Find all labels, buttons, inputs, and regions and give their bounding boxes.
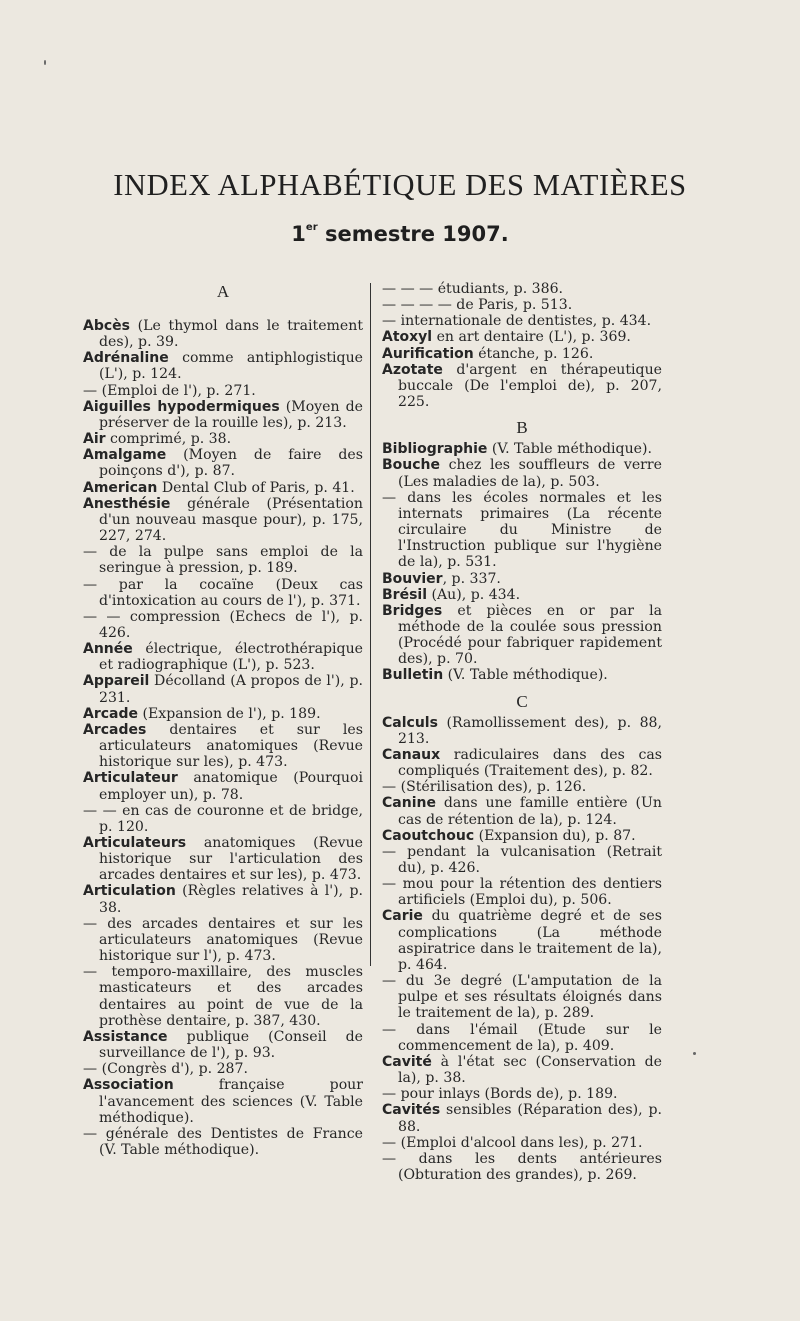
entry-heading: Bridges bbox=[382, 602, 443, 619]
index-entry bbox=[382, 490, 662, 571]
entry-heading: Arcade bbox=[83, 705, 139, 722]
index-entry bbox=[382, 908, 662, 973]
entry-text: (V. Table méthodique). bbox=[443, 667, 608, 684]
entry-heading: Brésil bbox=[382, 586, 428, 603]
entry-heading: Adrénaline bbox=[83, 350, 169, 367]
entry-text: — dans les écoles normales et les internats primaires (La récente circulaire du Ministre de l'Instruction publique sur l'hygiène de la), p. 531. bbox=[382, 489, 662, 571]
index-entry bbox=[83, 706, 363, 722]
entry-heading: Association bbox=[83, 1077, 174, 1094]
entry-text: comme antiphlogistique (L'), p. 124. bbox=[99, 350, 363, 383]
entry-heading: Canaux bbox=[382, 746, 441, 763]
index-entry bbox=[83, 318, 363, 350]
index-entry bbox=[83, 1126, 363, 1158]
entry-heading: Bouvier bbox=[382, 570, 443, 587]
entry-text: (V. Table méthodique). bbox=[487, 441, 652, 458]
entry-heading: Azotate bbox=[382, 361, 443, 378]
entry-text: dans une famille entière (Un cas de rétention de la), p. 124. bbox=[398, 795, 662, 828]
index-entry bbox=[382, 1022, 662, 1054]
index-entry bbox=[382, 795, 662, 827]
entry-text: — — en cas de couronne et de bridge, p. 120. bbox=[83, 802, 363, 835]
entry-text: — — — étudiants, p. 386. bbox=[382, 281, 564, 297]
subtitle-text: semestre 1907. bbox=[324, 222, 509, 246]
index-entry bbox=[83, 803, 363, 835]
entry-text: Dental Club of Paris, p. 41. bbox=[157, 479, 355, 496]
entry-text: Décolland (A propos de l'), p. 231. bbox=[99, 673, 363, 706]
index-column-right bbox=[382, 281, 662, 1183]
entry-text: (Expansion du), p. 87. bbox=[474, 827, 636, 844]
entry-text: (Règles relatives à l'), p. 38. bbox=[99, 883, 363, 916]
entry-heading: Carie bbox=[382, 908, 423, 925]
index-entry bbox=[382, 844, 662, 876]
index-entry bbox=[83, 722, 363, 770]
index-entry bbox=[83, 480, 363, 496]
entry-heading: Appareil bbox=[83, 673, 150, 690]
entry-text: — — — — de Paris, p. 513. bbox=[382, 297, 573, 314]
entry-text: — par la cocaïne (Deux cas d'intoxication au cours de l'), p. 371. bbox=[83, 576, 363, 609]
entry-text: (Le thymol dans le traitement des), p. 39. bbox=[99, 318, 363, 351]
entry-heading: Assistance bbox=[83, 1028, 168, 1045]
entry-text: française pour l'avancement des sciences (V. Table méthodique). bbox=[99, 1077, 363, 1126]
entry-text: chez les souffleurs de verre (Les maladies de la), p. 503. bbox=[398, 457, 662, 490]
index-entry bbox=[382, 281, 662, 297]
entry-text: (Moyen de faire des poinçons d'), p. 87. bbox=[99, 447, 363, 480]
index-entry bbox=[382, 747, 662, 779]
entry-text: — (Congrès d'), p. 287. bbox=[83, 1061, 248, 1078]
entry-text: — du 3e degré (L'amputation de la pulpe et ses résultats éloignés dans le traitement de la), p. 289. bbox=[382, 973, 662, 1022]
paper-speck bbox=[44, 60, 46, 65]
index-entry bbox=[382, 715, 662, 747]
index-entry bbox=[382, 297, 662, 313]
index-entry bbox=[382, 828, 662, 844]
index-entry bbox=[83, 1029, 363, 1061]
index-entry bbox=[83, 496, 363, 544]
entry-heading: Air bbox=[83, 431, 106, 448]
index-entry bbox=[382, 1054, 662, 1086]
entry-heading: Abcès bbox=[83, 318, 130, 334]
entry-text: en art dentaire (L'), p. 369. bbox=[432, 329, 631, 346]
subtitle-suffix: er bbox=[305, 222, 318, 233]
entry-text: anatomique (Pourquoi employer un), p. 78. bbox=[99, 770, 363, 803]
index-entry bbox=[83, 399, 363, 431]
entry-heading: Canine bbox=[382, 795, 436, 812]
entry-text: — temporo-maxillaire, des muscles masticateurs et des arcades dentaires au point de vue de la prothèse dentaire, p. 387, 430. bbox=[83, 964, 363, 1029]
index-entry bbox=[83, 916, 363, 964]
entry-text: d'argent en thérapeutique buccale (De l'emploi de), p. 207, 225. bbox=[398, 361, 662, 411]
index-entry bbox=[83, 544, 363, 576]
entry-text: — des arcades dentaires et sur les articulateurs anatomiques (Revue historique sur l'), p. 473. bbox=[83, 915, 363, 965]
index-entry bbox=[83, 673, 363, 705]
paper-speck bbox=[693, 1052, 696, 1055]
entry-heading: Aiguilles hypodermiques bbox=[83, 398, 280, 415]
entry-heading: Atoxyl bbox=[382, 329, 433, 346]
index-entry bbox=[83, 835, 363, 883]
index-entry bbox=[382, 973, 662, 1021]
entry-text: radiculaires dans des cas compliqués (Traitement des), p. 82. bbox=[398, 746, 662, 780]
entry-text: — dans l'émail (Etude sur le commencement de la), p. 409. bbox=[382, 1021, 662, 1054]
entry-text: (Au), p. 434. bbox=[427, 586, 521, 603]
index-entry bbox=[83, 383, 363, 399]
entry-text: étanche, p. 126. bbox=[473, 345, 594, 362]
entry-text: — générale des Dentistes de France (V. Table méthodique). bbox=[83, 1125, 363, 1158]
section-letter: B bbox=[516, 418, 528, 438]
index-entry bbox=[382, 457, 662, 489]
index-entry bbox=[382, 329, 662, 345]
index-entry bbox=[382, 362, 662, 410]
page-subtitle bbox=[0, 222, 800, 246]
entry-heading: Articulateurs bbox=[83, 835, 187, 851]
entry-heading: Année bbox=[83, 641, 133, 658]
entry-text: et pièces en or par la méthode de la coulée sous pression (Procédé pour fabriquer rapidement des), p. 70. bbox=[398, 602, 662, 668]
index-entry bbox=[83, 641, 363, 673]
entry-text: (Ramollissement des), p. 88, 213. bbox=[398, 714, 662, 747]
index-entry bbox=[382, 603, 662, 668]
entry-text: du quatrième degré et de ses complications (La méthode aspiratrice dans le traitement de la), p. 464. bbox=[398, 908, 662, 973]
index-entry bbox=[83, 447, 363, 479]
entry-text: anatomiques (Revue historique sur l'articulation des arcades dentaires et sur les), p. 473. bbox=[99, 835, 363, 884]
index-entry bbox=[382, 1151, 662, 1183]
index-entry bbox=[83, 577, 363, 609]
entry-heading: Aurification bbox=[382, 345, 474, 362]
index-entry bbox=[83, 1077, 363, 1125]
entry-text: publique (Conseil de surveillance de l'), p. 93. bbox=[99, 1028, 363, 1062]
entry-heading: American bbox=[83, 479, 158, 496]
entry-heading: Anesthésie bbox=[83, 495, 171, 512]
entry-text: — pour inlays (Bords de), p. 189. bbox=[382, 1086, 618, 1103]
entry-text: — dans les dents antérieures (Obturation des grandes), p. 269. bbox=[382, 1150, 662, 1183]
section-letter: A bbox=[216, 282, 230, 301]
index-entry bbox=[83, 431, 363, 447]
subtitle-number: 1 bbox=[291, 222, 306, 246]
entry-heading: Bouche bbox=[382, 457, 441, 474]
entry-heading: Cavités bbox=[382, 1102, 441, 1119]
entry-text: — internationale de dentistes, p. 434. bbox=[382, 313, 652, 330]
index-entry bbox=[382, 571, 662, 587]
index-entry bbox=[83, 964, 363, 1029]
entry-text: à l'état sec (Conservation de la), p. 38. bbox=[398, 1053, 662, 1087]
entry-text: — de la pulpe sans emploi de la seringue à pression, p. 189. bbox=[83, 544, 363, 577]
entry-text: — mou pour la rétention des dentiers artificiels (Emploi du), p. 506. bbox=[382, 876, 662, 909]
entry-text: (Moyen de préserver de la rouille les), p. 213. bbox=[99, 398, 364, 431]
index-entry bbox=[382, 667, 662, 683]
index-entry bbox=[382, 441, 662, 457]
section-letter: C bbox=[516, 691, 528, 711]
entry-text: — (Stérilisation des), p. 126. bbox=[382, 779, 587, 796]
index-entry bbox=[382, 1102, 662, 1134]
index-entry bbox=[83, 350, 363, 382]
index-entry bbox=[382, 876, 662, 908]
entry-text: — (Emploi d'alcool dans les), p. 271. bbox=[382, 1134, 643, 1151]
column-divider bbox=[370, 283, 371, 966]
entry-heading: Amalgame bbox=[83, 447, 167, 464]
index-entry bbox=[83, 883, 363, 915]
entry-heading: Caoutchouc bbox=[382, 827, 475, 844]
entry-heading: Bulletin bbox=[382, 667, 444, 684]
entry-text: électrique, électrothérapique et radiographique (L'), p. 523. bbox=[99, 641, 363, 674]
entry-text: sensibles (Réparation des), p. 88. bbox=[398, 1102, 662, 1135]
entry-heading: Articulation bbox=[83, 883, 176, 900]
entry-text: générale (Présentation d'un nouveau masque pour), p. 175, 227, 274. bbox=[99, 495, 363, 545]
entry-text: — — compression (Echecs de l'), p. 426. bbox=[83, 608, 363, 641]
entry-heading: Calculs bbox=[382, 714, 438, 731]
index-entry bbox=[382, 346, 662, 362]
index-entry bbox=[382, 1135, 662, 1151]
entry-heading: Arcades bbox=[83, 721, 147, 738]
index-entry bbox=[382, 587, 662, 603]
index-entry bbox=[382, 1086, 662, 1102]
page-title: INDEX ALPHABÉTIQUE DES MATIÈRES bbox=[113, 168, 687, 202]
entry-heading: Articulateur bbox=[83, 770, 178, 787]
entry-text: dentaires et sur les articulateurs anatomiques (Revue historique sur les), p. 473. bbox=[99, 721, 363, 771]
index-entry bbox=[382, 313, 662, 329]
index-entry bbox=[83, 770, 363, 802]
entry-text: — (Emploi de l'), p. 271. bbox=[83, 382, 256, 399]
index-entry bbox=[83, 609, 363, 641]
entry-text: (Expansion de l'), p. 189. bbox=[138, 705, 321, 722]
entry-text: , p. 337. bbox=[442, 570, 501, 587]
index-entry bbox=[382, 779, 662, 795]
entry-text: comprimé, p. 38. bbox=[105, 431, 232, 448]
entry-heading: Cavité bbox=[382, 1053, 432, 1070]
index-column-left bbox=[83, 278, 363, 1158]
index-entry bbox=[83, 1061, 363, 1077]
entry-text: — pendant la vulcanisation (Retrait du), p. 426. bbox=[382, 843, 662, 876]
entry-heading: Bibliographie bbox=[382, 441, 488, 458]
